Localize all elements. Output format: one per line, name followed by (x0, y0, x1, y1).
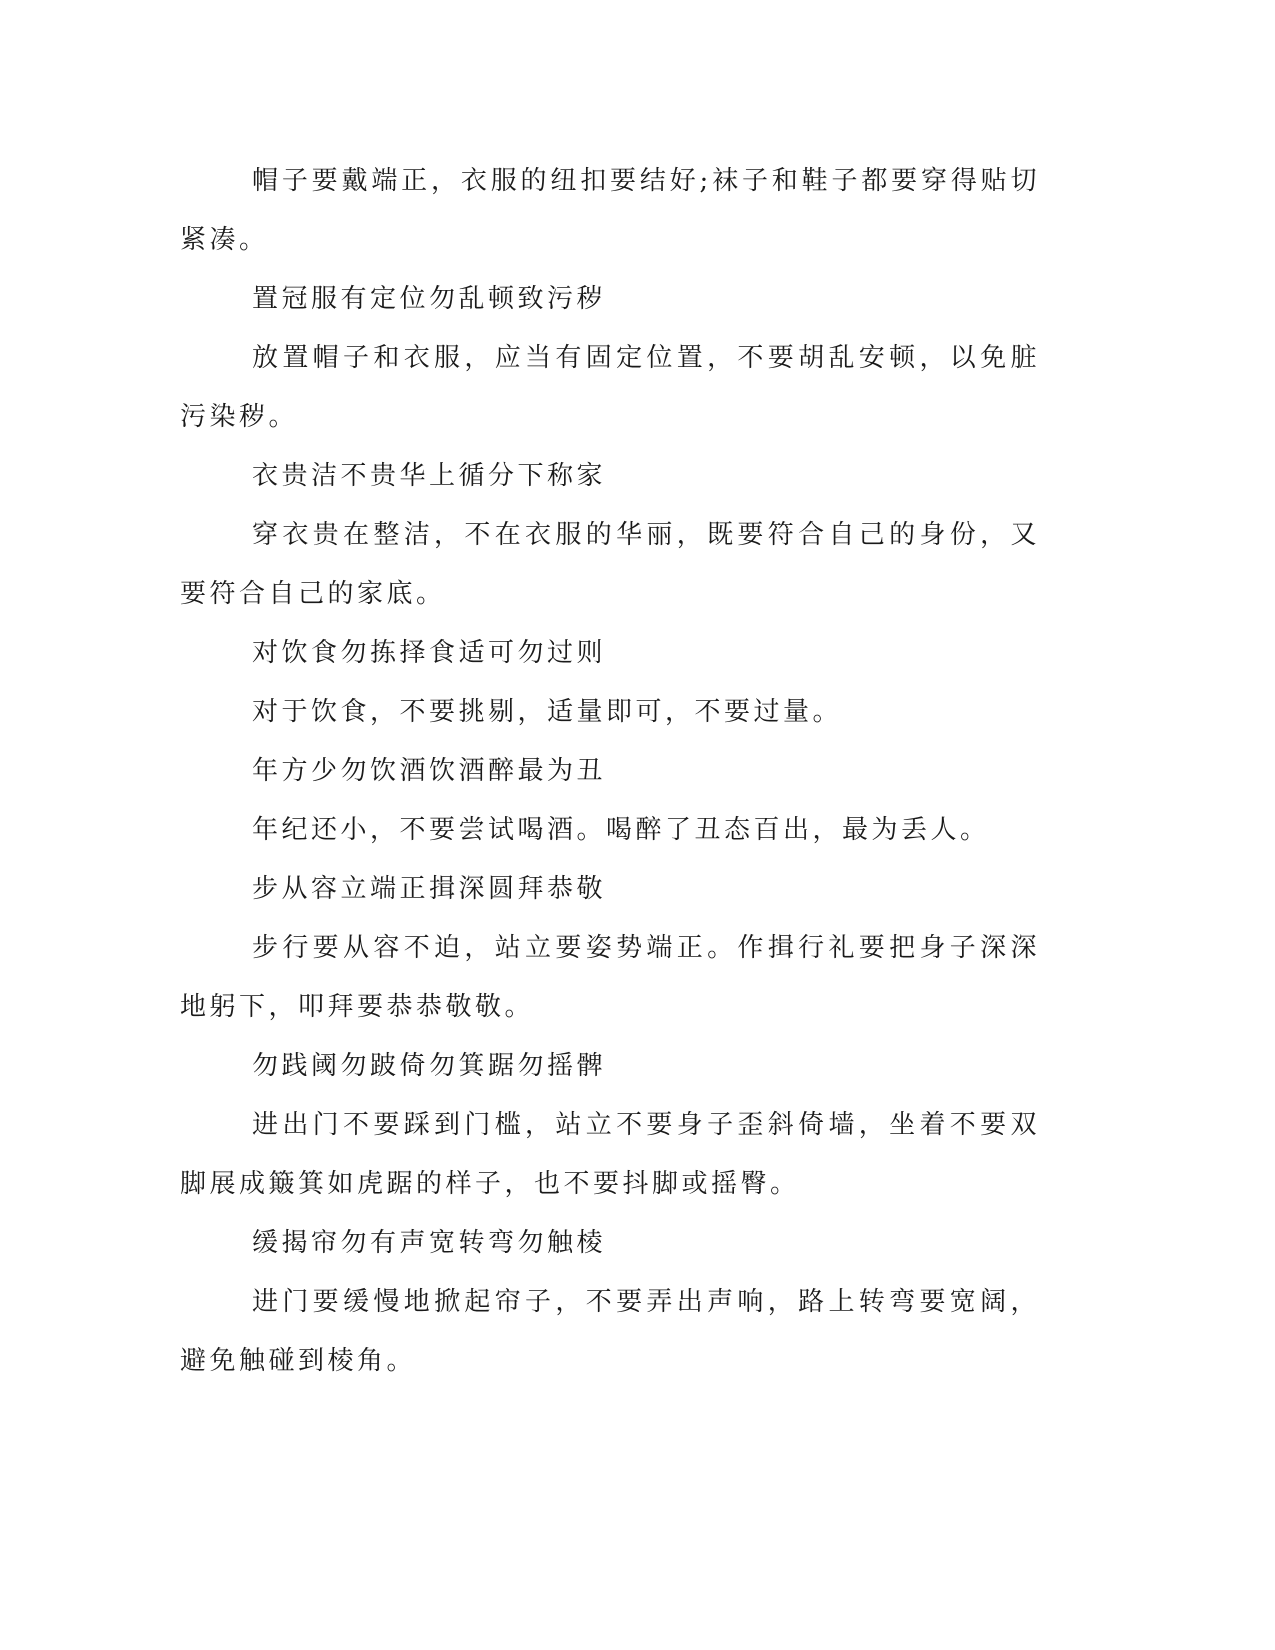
paragraph: 年纪还小，不要尝试喝酒。喝醉了丑态百出，最为丢人。 (252, 815, 990, 845)
paragraph: 穿衣贵在整洁，不在衣服的华丽，既要符合自己的身份，又要符合自己的家底。 (180, 520, 1040, 609)
paragraph: 步行要从容不迫，站立要姿势端正。作揖行礼要把身子深深地躬下，叩拜要恭恭敬敬。 (180, 933, 1040, 1022)
document-body (180, 152, 1040, 1391)
verse-line: 置冠服有定位勿乱顿致污秽 (252, 284, 607, 314)
verse-line: 对饮食勿拣择食适可勿过则 (252, 638, 607, 668)
paragraph: 放置帽子和衣服，应当有固定位置，不要胡乱安顿，以免脏污染秽。 (180, 343, 1040, 432)
paragraph: 进出门不要踩到门槛，站立不要身子歪斜倚墙，坐着不要双脚展成簸箕如虎踞的样子，也不要抖脚或摇臀。 (180, 1110, 1040, 1199)
verse-line: 步从容立端正揖深圆拜恭敬 (252, 874, 607, 904)
verse-line: 衣贵洁不贵华上循分下称家 (252, 461, 607, 491)
paragraph: 对于饮食，不要挑剔，适量即可，不要过量。 (252, 697, 843, 727)
verse-line: 年方少勿饮酒饮酒醉最为丑 (252, 756, 607, 786)
paragraph: 帽子要戴端正，衣服的纽扣要结好;袜子和鞋子都要穿得贴切紧凑。 (180, 166, 1040, 255)
verse-line: 勿践阈勿跛倚勿箕踞勿摇髀 (252, 1051, 607, 1081)
paragraph: 进门要缓慢地掀起帘子，不要弄出声响，路上转弯要宽阔，避免触碰到棱角。 (180, 1287, 1040, 1376)
verse-line: 缓揭帘勿有声宽转弯勿触棱 (252, 1228, 607, 1258)
